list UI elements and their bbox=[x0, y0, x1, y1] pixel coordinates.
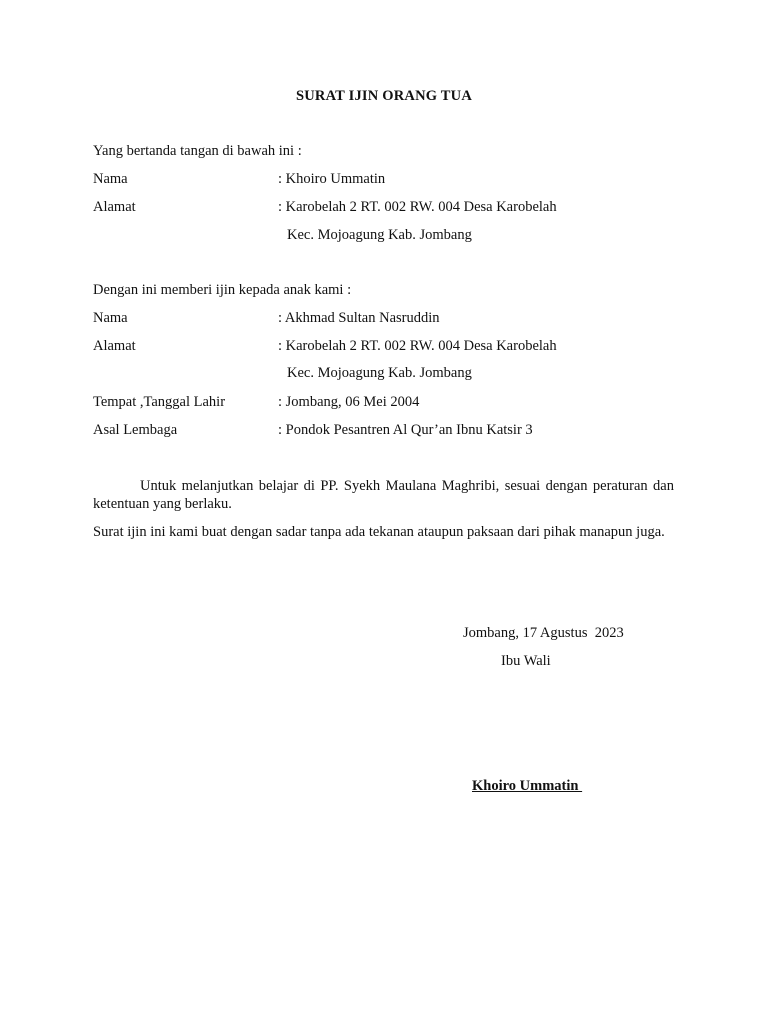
child-institution-value: : Pondok Pesantren Al Qur’an Ibnu Katsir 3 bbox=[278, 422, 533, 438]
child-name-value: : Akhmad Sultan Nasruddin bbox=[278, 310, 440, 326]
child-address-line2: Kec. Mojoagung Kab. Jombang bbox=[287, 365, 472, 381]
child-institution-label: Asal Lembaga bbox=[93, 422, 178, 438]
child-birth-label: Tempat ,Tanggal Lahir bbox=[93, 394, 226, 410]
child-name-label: Nama bbox=[93, 310, 128, 326]
parent-address-label: Alamat bbox=[93, 199, 136, 215]
child-birth-value: : Jombang, 06 Mei 2004 bbox=[278, 394, 420, 410]
child-address-value: : Karobelah 2 RT. 002 RW. 004 Desa Karobelah bbox=[278, 338, 557, 354]
intro-text: Yang bertanda tangan di bawah ini : bbox=[93, 143, 302, 159]
parent-name-label: Nama bbox=[93, 171, 128, 187]
purpose-paragraph: Untuk melanjutkan belajar di PP. Syekh Maulana Maghribi, sesuai dengan peraturan dan ketentuan yang berlaku. bbox=[93, 478, 674, 512]
signer-name: Khoiro Ummatin bbox=[472, 778, 583, 794]
parent-name-value: : Khoiro Ummatin bbox=[278, 171, 386, 187]
child-address-label: Alamat bbox=[93, 338, 136, 354]
signature-place-date: Jombang, 17 Agustus 2023 bbox=[463, 625, 624, 641]
permission-intro-text: Dengan ini memberi ijin kepada anak kami : bbox=[93, 282, 352, 298]
parent-address-value: : Karobelah 2 RT. 002 RW. 004 Desa Karobelah bbox=[278, 199, 557, 215]
parent-address-line2: Kec. Mojoagung Kab. Jombang bbox=[287, 227, 472, 243]
signature-role: Ibu Wali bbox=[501, 653, 551, 669]
statement-paragraph: Surat ijin ini kami buat dengan sadar tanpa ada tekanan ataupun paksaan dari pihak manapun juga. bbox=[93, 524, 665, 540]
letter-title: SURAT IJIN ORANG TUA bbox=[295, 88, 473, 104]
